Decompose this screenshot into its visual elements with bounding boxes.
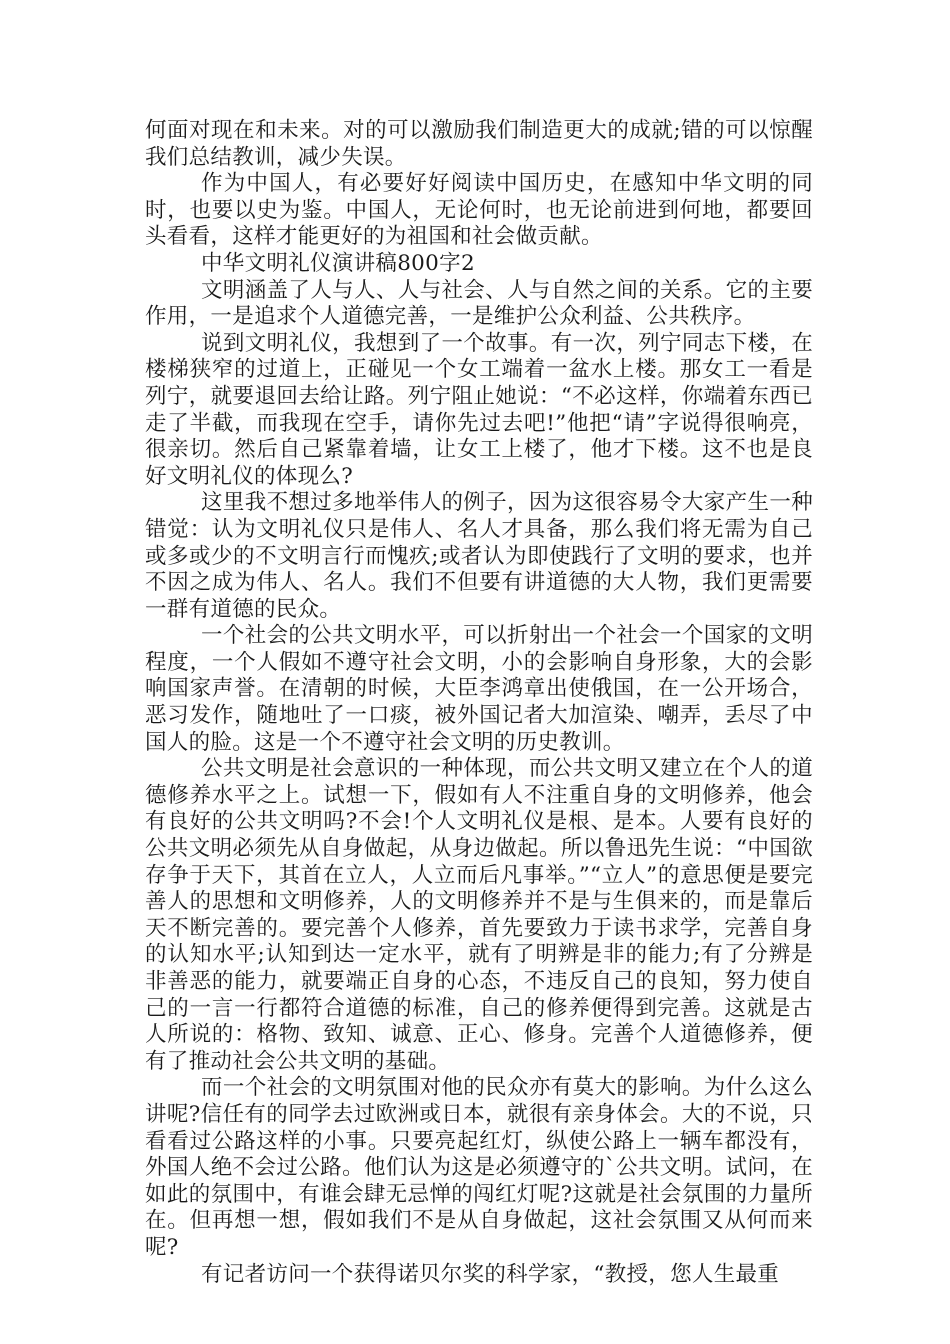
paragraph-2: 作为中国人，有必要好好阅读中国历史，在感知中华文明的同时，也要以史为鉴。中国人，无论何时，也无论前进到何地，都要回头看看，这样才能更好的为祖国和社会做贡献。 [145, 171, 813, 250]
document-body [145, 118, 813, 1288]
paragraph-1: 何面对现在和未来。对的可以激励我们制造更大的成就;错的可以惊醒我们总结教训，减少失误。 [145, 118, 813, 170]
paragraph-6: 一个社会的公共文明水平，可以折射出一个社会一个国家的文明程度，一个人假如不遵守社会文明，小的会影响自身形象，大的会影响国家声誉。在清朝的时候，大臣李鸿章出使俄国，在一公开场合，恶习发作，随地吐了一口痰，被外国记者大加渲染、嘲弄，丢尽了中国人的脸。这是一个不遵守社会文明的历史教训。 [145, 623, 813, 755]
section-heading: 中华文明礼仪演讲稿800字2 [201, 250, 475, 276]
paragraph-4: 说到文明礼仪，我想到了一个故事。有一次，列宁同志下楼，在楼梯狭窄的过道上，正碰见一个女工端着一盆水上楼。那女工一看是列宁，就要退回去给让路。列宁阻止她说：“不必这样，你端着东西已走了半截，而我现在空手，请你先过去吧!”他把“请”字说得很响亮，很亲切。然后自己紧靠着墙，让女工上楼了，他才下楼。这不也是良好文明礼仪的体现么? [145, 330, 813, 489]
paragraph-3: 文明涵盖了人与人、人与社会、人与自然之间的关系。它的主要作用，一是追求个人道德完善，一是维护公众利益、公共秩序。 [145, 277, 813, 330]
paragraph-5: 这里我不想过多地举伟人的例子，因为这很容易令大家产生一种错觉：认为文明礼仪只是伟人、名人才具备，那么我们将无需为自己或多或少的不文明言行而愧疚;或者认为即使践行了文明的要求，也并不因之成为伟人、名人。我们不但要有讲道德的大人物，我们更需要一群有道德的民众。 [145, 490, 813, 622]
paragraph-7: 公共文明是社会意识的一种体现，而公共文明又建立在个人的道德修养水平之上。试想一下，假如有人不注重自身的文明修养，他会有良好的公共文明吗?不会!个人文明礼仪是根、是本。人要有良好的公共文明必须先从自身做起，从身边做起。所以鲁迅先生说：“中国欲存争于天下，其首在立人，人立而后凡事举。”“立人”的意思便是要完善人的思想和文明修养，人的文明修养并不是与生俱来的，而是靠后天不断完善的。要完善个人修养，首先要致力于读书求学，完善自身的认知水平;认知到达一定水平，就有了明辨是非的能力;有了分辨是非善恶的能力，就要端正自身的心态，不违反自己的良知，努力使自己的一言一行都符合道德的标准，自己的修养便得到完善。这就是古人所说的：格物、致知、诚意、正心、修身。完善个人道德修养，便有了推动社会公共文明的基础。 [145, 756, 813, 1074]
paragraph-9: 有记者访问一个获得诺贝尔奖的科学家，“教授，您人生最重 [201, 1261, 780, 1287]
paragraph-8: 而一个社会的文明氛围对他的民众亦有莫大的影响。为什么这么讲呢?信任有的同学去过欧洲或日本，就很有亲身体会。大的不说，只看看过公路这样的小事。只要亮起红灯，纵使公路上一辆车都没有，外国人绝不会过公路。他们认为这是必须遵守的`公共文明。试问，在如此的氛围中，有谁会肆无忌惮的闯红灯呢?这就是社会氛围的力量所在。但再想一想，假如我们不是从自身做起，这社会氛围又从何而来呢? [145, 1075, 813, 1260]
